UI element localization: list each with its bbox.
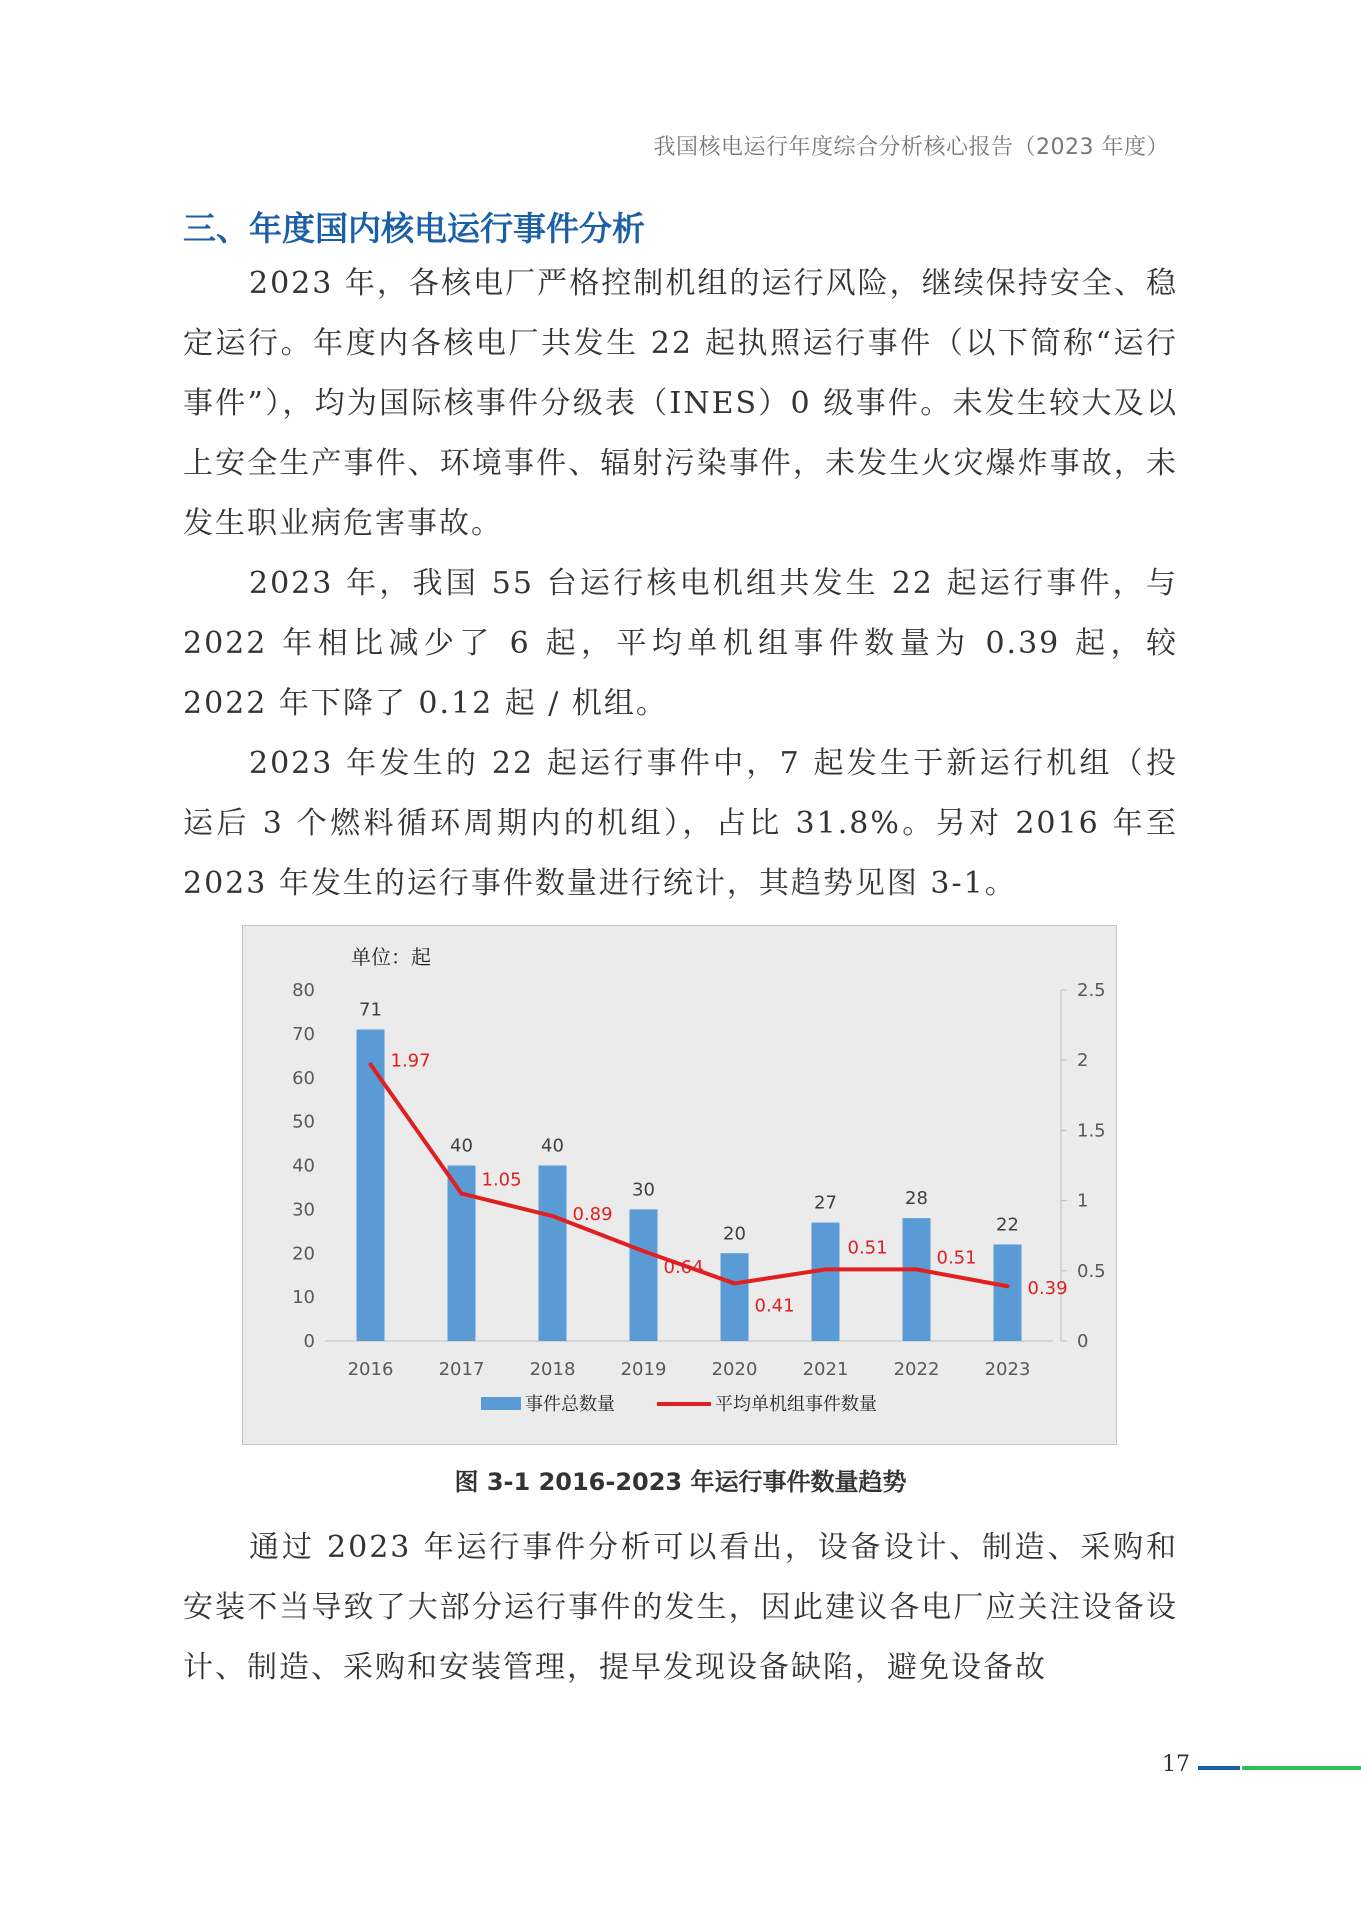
- left-axis-tick-label: 0: [303, 1331, 315, 1352]
- bar-value-label: 40: [541, 1135, 564, 1157]
- bar-value-label: 71: [359, 999, 382, 1021]
- bar-2021: [812, 1223, 840, 1341]
- section-title: 三、年度国内核电运行事件分析: [183, 209, 645, 248]
- line-value-label: 0.64: [663, 1257, 704, 1279]
- bar-value-label: 30: [632, 1179, 655, 1201]
- line-value-label: 0.89: [572, 1204, 613, 1226]
- bar-2018: [539, 1166, 567, 1342]
- legend-bar-swatch: [481, 1397, 521, 1410]
- x-axis-tick-label: 2023: [984, 1359, 1031, 1380]
- body-paragraph-3: 2023 年发生的 22 起运行事件中，7 起发生于新运行机组（投运后 3 个燃料循环周期内的机组），占比 31.8%。另对 2016 年至 2023 年发生的运行事件数量进行统计，其趋势见图 3-1。: [183, 746, 1178, 901]
- bar-value-label: 28: [905, 1188, 928, 1210]
- line-value-label: 0.41: [754, 1295, 795, 1317]
- x-axis-tick-label: 2018: [529, 1359, 576, 1380]
- body-paragraph-1: 2023 年，各核电厂严格控制机组的运行风险，继续保持安全、稳定运行。年度内各核电厂共发生 22 起执照运行事件（以下简称“运行事件”），均为国际核事件分级表（INES）0 级事件。未发生较大及以上安全生产事件、环境事件、辐射污染事件，未发生火灾爆炸事故，未发生职业病危害事故。: [183, 266, 1178, 541]
- left-axis-tick-label: 60: [292, 1067, 315, 1089]
- body-paragraph-2: 2023 年，我国 55 台运行核电机组共发生 22 起运行事件，与 2022 年相比减少了 6 起，平均单机组事件数量为 0.39 起，较 2022 年下降了 0.12 起 / 机组。: [183, 566, 1178, 721]
- bar-2020: [721, 1253, 749, 1341]
- legend-line-label: 平均单机组事件数量: [715, 1394, 877, 1415]
- page-number: 17: [1162, 1752, 1190, 1777]
- left-axis-tick-label: 20: [292, 1243, 315, 1265]
- legend-bar-label: 事件总数量: [525, 1394, 615, 1415]
- line-value-label: 1.97: [390, 1050, 431, 1072]
- running-header: 我国核电运行年度综合分析核心报告（2023 年度）: [653, 135, 1169, 160]
- bar-2022: [903, 1218, 931, 1341]
- bar-value-label: 22: [996, 1214, 1019, 1236]
- figure-caption: 图 3-1 2016-2023 年运行事件数量趋势: [454, 1468, 907, 1496]
- body-paragraph-4: 通过 2023 年运行事件分析可以看出，设备设计、制造、采购和安装不当导致了大部分运行事件的发生，因此建议各电厂应关注设备设计、制造、采购和安装管理，提早发现设备缺陷，避免设备故: [183, 1530, 1178, 1685]
- right-axis-tick-label: 0.5: [1077, 1260, 1106, 1282]
- right-axis-tick-label: 0: [1077, 1331, 1089, 1352]
- line-value-label: 1.05: [481, 1169, 522, 1191]
- left-axis-tick-label: 50: [292, 1111, 315, 1133]
- x-axis-tick-label: 2020: [711, 1359, 758, 1380]
- line-value-label: 0.39: [1027, 1278, 1068, 1300]
- bar-2019: [630, 1209, 658, 1341]
- left-axis-tick-label: 80: [292, 980, 315, 1001]
- x-axis-tick-label: 2019: [620, 1359, 667, 1380]
- bar-value-label: 20: [723, 1223, 746, 1245]
- bar-2023: [994, 1244, 1022, 1341]
- right-axis-tick-label: 1: [1077, 1190, 1089, 1212]
- x-axis-tick-label: 2016: [347, 1359, 394, 1380]
- left-axis-tick-label: 30: [292, 1199, 315, 1221]
- footer-accent-blue: [1198, 1766, 1240, 1770]
- left-axis-tick-label: 40: [292, 1155, 315, 1177]
- line-value-label: 0.51: [847, 1237, 888, 1259]
- chart-frame: [242, 925, 1117, 1445]
- right-axis-tick-label: 2.5: [1077, 980, 1106, 1001]
- x-axis-tick-label: 2022: [893, 1359, 940, 1380]
- chart-unit-label: 单位：起: [351, 945, 431, 969]
- left-axis-tick-label: 10: [292, 1287, 315, 1309]
- bar-value-label: 27: [814, 1192, 837, 1214]
- footer-accent-green: [1242, 1766, 1361, 1770]
- x-axis-tick-label: 2017: [438, 1359, 485, 1380]
- event-trend-chart: [243, 926, 1118, 1446]
- line-value-label: 0.51: [936, 1247, 977, 1269]
- x-axis-tick-label: 2021: [802, 1359, 849, 1380]
- right-axis-tick-label: 1.5: [1077, 1120, 1106, 1142]
- left-axis-tick-label: 70: [292, 1023, 315, 1045]
- right-axis-tick-label: 2: [1077, 1050, 1089, 1072]
- bar-value-label: 40: [450, 1135, 473, 1157]
